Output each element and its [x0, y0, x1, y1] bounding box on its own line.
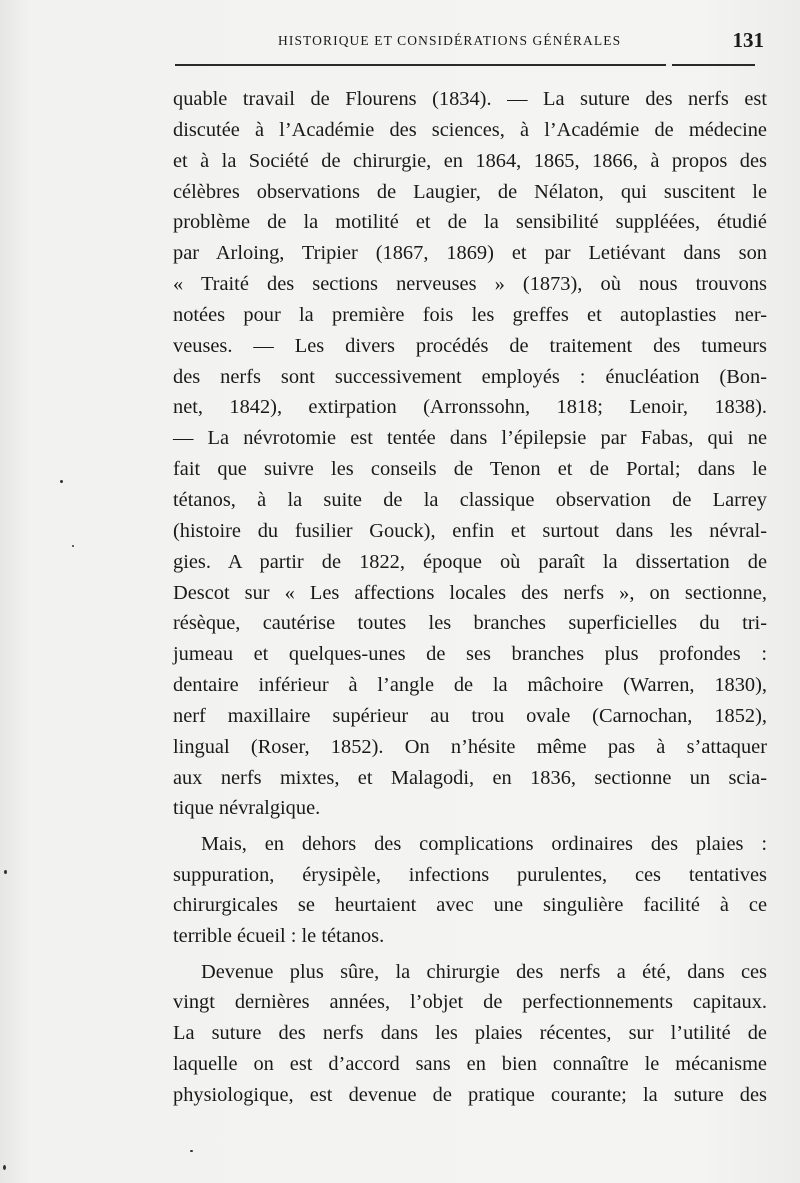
text-line: et à la Société de chirurgie, en 1864, 1865, 1866, à propos des [173, 149, 767, 172]
text-line: célèbres observations de Laugier, de Nélaton, qui suscitent le [173, 180, 767, 203]
text-line: Devenue plus sûre, la chirurgie des nerfs a été, dans ces [201, 960, 767, 983]
text-line: par Arloing, Tripier (1867, 1869) et par Letiévant dans son [173, 242, 767, 265]
text-line: chirurgicales se heurtaient avec une singulière facilité à ce [173, 894, 767, 917]
header-rule-gap [666, 63, 672, 67]
running-title: HISTORIQUE ET CONSIDÉRATIONS GÉNÉRALES [278, 33, 622, 48]
text-line: aux nerfs mixtes, et Malagodi, en 1836, sectionne un scia- [173, 766, 767, 789]
print-speck [3, 1165, 6, 1170]
text-line: des nerfs sont successivement employés : énucléation (Bon- [173, 365, 767, 388]
print-speck [60, 480, 63, 483]
text-line: discutée à l’Académie des sciences, à l’Académie de médecine [173, 118, 767, 141]
text-line: gies. A partir de 1822, époque où paraît la dissertation de [173, 550, 767, 573]
text-line: laquelle on est d’accord sans en bien connaître le mécanisme [173, 1053, 767, 1076]
text-line: tétanos, à la suite de la classique observation de Larrey [173, 488, 767, 511]
text-line: La suture des nerfs dans les plaies récentes, sur l’utilité de [173, 1022, 767, 1045]
text-line: nerf maxillaire supérieur au trou ovale (Carnochan, 1852), [173, 704, 767, 727]
text-line: suppuration, érysipèle, infections purulentes, ces tentatives [173, 863, 767, 886]
text-line: résèque, cautérise toutes les branches superficielles du tri- [173, 612, 767, 635]
text-line: — La névrotomie est tentée dans l’épilepsie par Fabas, qui ne [173, 427, 767, 450]
text-line: tique névralgique. [173, 797, 321, 820]
text-line: jumeau et quelques-unes de ses branches plus profondes : [173, 643, 767, 666]
text-line: Descot sur « Les affections locales des nerfs », on sectionne, [173, 581, 767, 604]
text-line: Mais, en dehors des complications ordinaires des plaies : [201, 832, 767, 855]
body-text [173, 84, 767, 1111]
text-line: quable travail de Flourens (1834). — La suture des nerfs est [173, 88, 767, 110]
text-line: veuses. — Les divers procédés de traitement des tumeurs [173, 334, 767, 357]
text-line: « Traité des sections nerveuses » (1873), où nous trouvons [173, 273, 767, 296]
text-line: notées pour la première fois les greffes et autoplasties ner- [173, 303, 767, 326]
print-speck [72, 545, 74, 547]
text-line: fait que suivre les conseils de Tenon et de Portal; dans le [173, 458, 767, 481]
text-line: physiologique, est devenue de pratique courante; la suture des [173, 1084, 767, 1106]
text-line: problème de la motilité et de la sensibilité suppléées, étudié [173, 211, 767, 234]
text-line: dentaire inférieur à l’angle de la mâchoire (Warren, 1830), [173, 674, 767, 697]
print-speck [4, 870, 7, 874]
print-speck [190, 1150, 193, 1152]
text-line: net, 1842), extirpation (Arronssohn, 1818; Lenoir, 1838). [173, 396, 767, 419]
text-line: vingt dernières années, l’objet de perfectionnements capitaux. [173, 991, 767, 1014]
running-head [230, 30, 766, 54]
text-line: (histoire du fusilier Gouck), enfin et surtout dans les névral- [173, 519, 767, 542]
page-number: 131 [732, 28, 764, 52]
text-line: lingual (Roser, 1852). On n’hésite même pas à s’attaquer [173, 735, 767, 758]
text-line: terrible écueil : le tétanos. [173, 925, 385, 948]
